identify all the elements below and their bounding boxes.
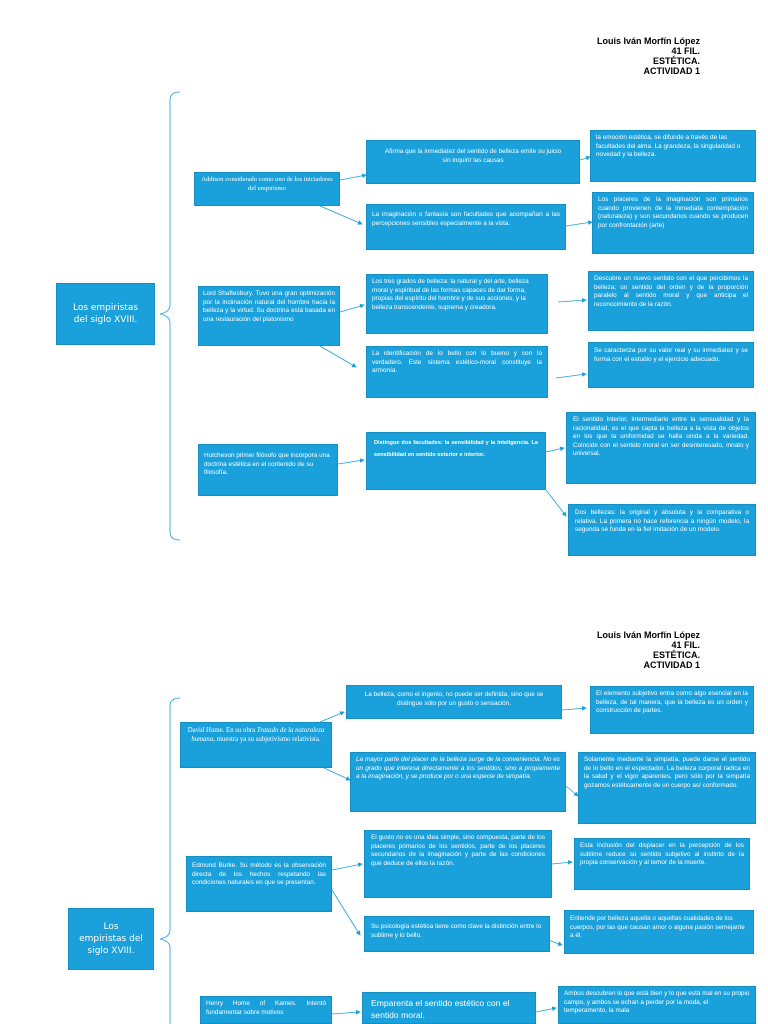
course: 41 FIL.	[671, 46, 700, 56]
burke-idea-1-detail: Esta inclusión del displacer en la percepción de los sublime reduce su sentido subjetivo al instinto de la propia conservación y al temor de la muerte.	[574, 838, 750, 890]
kames-node: Henry Home of Kames. Intentó fundamentar sobre motivos	[200, 996, 332, 1024]
hume-label-work: Tratado de la naturaleza humana	[191, 727, 325, 743]
activity: ACTIVIDAD 1	[643, 66, 700, 76]
brace-page1	[160, 92, 180, 540]
author-name: Louis Iván Morfín López	[597, 36, 700, 46]
shaftesbury-idea-1: Los tres grados de belleza: la natural y del arte, belleza moral y espiritual de las formas capaces de dar forma, propias del espíritu del hombre y de sus acciones, y la belleza transcendente, suprema y creadora.	[366, 274, 548, 334]
activity: ACTIVIDAD 1	[643, 660, 700, 670]
page1-header	[560, 36, 700, 76]
burke-idea-1: El gusto no es una idea simple, sino compuesta, parte de los placeres primarios de los sentidos, parte de los placeres secundarios de la imaginación y parte de las condiciones que deduce de ellos la razón.	[364, 830, 552, 898]
author-name: Louis Iván Morfín López	[597, 630, 700, 640]
hutcheson-idea: Distingue dos facultades: la sensibilidad y la inteligencia. La sensibilidad en sentido exterior e interior.	[366, 432, 546, 490]
course: 41 FIL.	[671, 640, 700, 650]
subject: ESTÉTICA.	[652, 650, 700, 660]
shaftesbury-idea-2-detail: Se caracteriza por su valor real y su inmediatez y se forma con el estudio y el ejercicio adecuado.	[588, 342, 754, 388]
shaftesbury-node: Lord Shaftesbury. Tuvo una gran optimización por la inclinación natural del hombre hacia la belleza y la virtud. Su doctrina está basada en una restauración del platonismo	[198, 286, 340, 346]
brace-page2	[160, 698, 180, 1024]
hutcheson-detail-2: Dos bellezas: la original y absoluta y la comparativa o relativa. La primera no hace referencia a ningún modelo, la segunda se funda en la fiel imitación de un modelo.	[568, 504, 756, 556]
burke-idea-2-detail: Entiende por belleza aquella o aquellas cualidades de los cuerpos, por las que causan amor o alguna pasión semejante a él.	[564, 910, 754, 954]
hutcheson-detail-1: El sentido interior, intermediario entre la sensualidad y la racionalidad, es el que capta la belleza a la vista de objetos en los que la uniformidad se halla unida a la variedad. Coincide con el sentido moral en ser desinteresado, innato y universal.	[566, 412, 756, 484]
hume-idea-1: La belleza, como el ingenio, no puede ser definida, sino que se distingue sólo por un gusto o sensación.	[346, 685, 562, 719]
hume-idea-1-detail: El elemento subjetivo entra como algo esencial en la belleza, de tal manera, que la belleza es un orden y construcción de partes.	[590, 686, 754, 734]
kames-detail: Ambos descubren lo que está bien y lo que está mal en su propio campo, y ambos se echan a perder por la moda, el temperamento, la mala	[558, 986, 756, 1024]
root-node-page1: Los empiristas del siglo XVIII.	[56, 283, 155, 345]
addison-idea-1-detail: la emoción estética, se difunde a través de las facultades del alma. La grandeza, la singularidad o novedad y la belleza.	[590, 130, 756, 182]
hume-idea-2-detail: Solamente mediante la simpatía, puede darse el sentido de lo bello en el espectador. La belleza corporal radica en la salud y el vigor aparentes, pero sólo por la simpatía gozamos estéticamente de un cuerpo así conformado.	[578, 752, 756, 824]
hume-label-post: , muestra ya su subjetivismo relativista.	[213, 735, 321, 743]
addison-idea-2: La imaginación o fantasía son facultades que acompañan a las percepciones sensibles especialmente a la vista.	[366, 204, 566, 250]
burke-node: Edmund Burke. Su método es la observación directa de los hechos respetando las condiciones naturales en que se presentan.	[186, 856, 332, 912]
hutcheson-node: Hutcheson primer filósofo que incorpora una doctrina estética en el contenido de su filosofía.	[198, 444, 338, 496]
shaftesbury-idea-1-detail: Descubre un nuevo sentido con el que percibimos la belleza; un sentido del orden y de la proporción paralelo al sentido moral y que anticipa el reconocimiento de la razón.	[588, 271, 754, 331]
burke-idea-2: Su psicología estética tiene como clave la distinción entre lo sublime y lo bello.	[364, 916, 550, 952]
page2-header	[560, 630, 700, 670]
hume-idea-2: La mayor parte del placer de la belleza surge de la conveniencia. No es un grado que interesa directamente a los sentidos, sino a propiamente a la imaginación, y se produce por o una especie de simpatía.	[350, 752, 566, 812]
addison-idea-1: Afirma que la inmediatez del sentido de belleza emite su juicio sin inquirir las causas	[366, 140, 580, 184]
addison-node: Addison considerado como uno de los iniciadores del empirismo	[194, 172, 340, 206]
root-node-page2: Los empiristas del siglo XVIII.	[68, 908, 154, 970]
addison-idea-2-detail: Los placeres de la imaginación son primarios cuando provienen de la inmediata contemplación (naturaleza) y son secundarios cuando se producen por confrontación (arte)	[592, 192, 754, 254]
shaftesbury-idea-2: La identificación de lo bello con lo bueno y con lo verdadero. Este sistema estético-moral constituye la armonía.	[366, 346, 548, 398]
hume-node	[180, 722, 332, 768]
hume-label-pre: David Hume. En su obra	[187, 727, 257, 734]
subject: ESTÉTICA.	[652, 56, 700, 66]
kames-idea: Emparenta el sentido estético con el sentido moral.	[362, 992, 536, 1024]
